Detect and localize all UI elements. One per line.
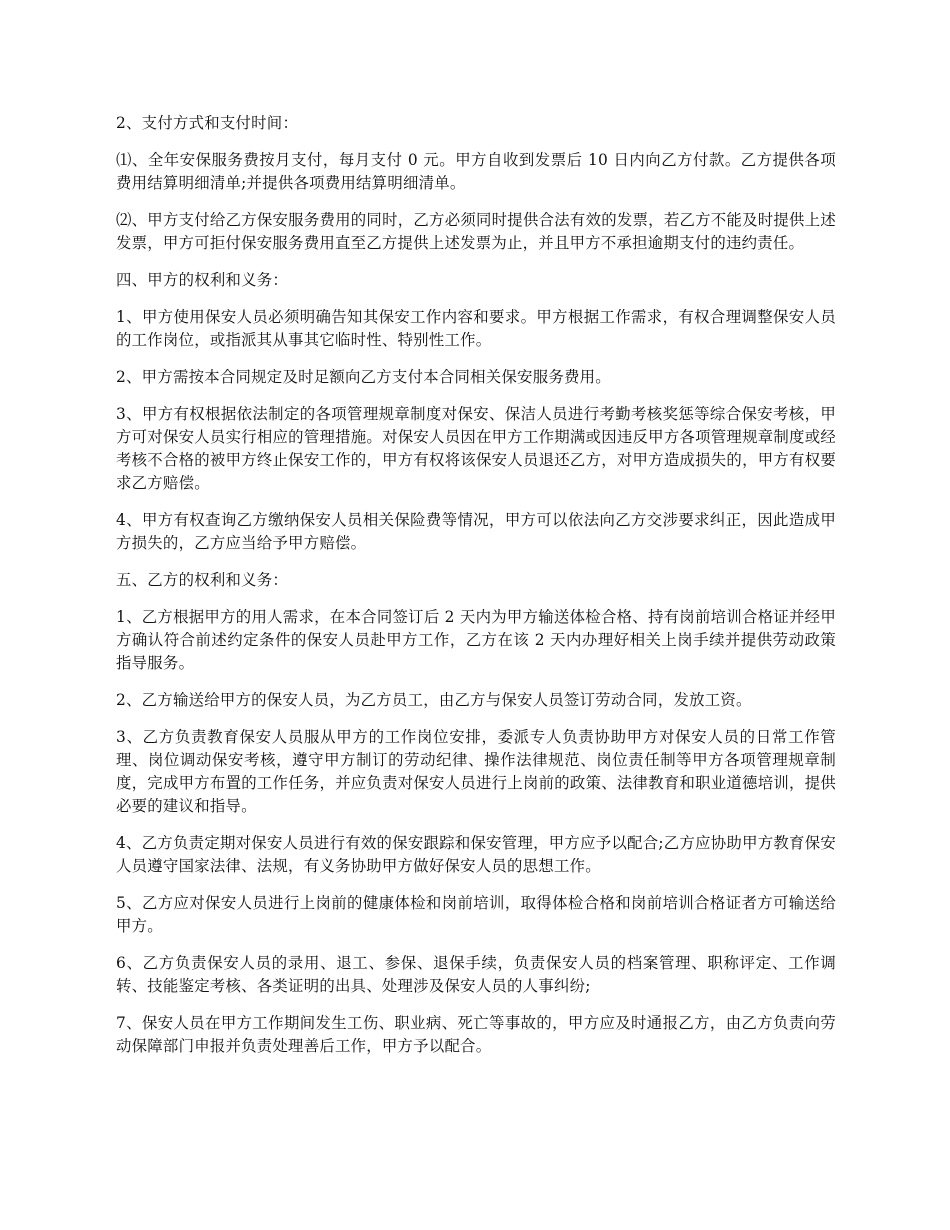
section-4-heading: 四、甲方的权利和义务： xyxy=(116,271,289,289)
payment-clause-2: ⑵、甲方支付给乙方保安服务费用的同时，乙方必须同时提供合法有效的发票，若乙方不能及时提供上述发票，甲方可拒付保安服务费用直至乙方提供上述发票为止，并且甲方不承担逾期支付的违约责任。 xyxy=(116,211,836,252)
party-b-clause-3: 3、乙方负责教育保安人员服从甲方的工作岗位安排，委派专人负责协助甲方对保安人员的日常工作管理、岗位调动保安考核，遵守甲方制订的劳动纪律、操作法律规范、岗位责任制等甲方各项管理规章制度，完成甲方布置的工作任务，并应负责对保安人员进行上岗前的政策、法律教育和职业道德培训，提供必要的建议和指导。 xyxy=(116,728,836,815)
party-b-clause-5: 5、乙方应对保安人员进行上岗前的健康体检和岗前培训，取得体检合格和岗前培训合格证者方可输送给甲方。 xyxy=(116,894,836,935)
party-a-clause-1: 1、甲方使用保安人员必须明确告知其保安工作内容和要求。甲方根据工作需求，有权合理调整保安人员的工作岗位，或指派其从事其它临时性、特别性工作。 xyxy=(116,308,836,349)
party-b-clause-4: 4、乙方负责定期对保安人员进行有效的保安跟踪和保安管理，甲方应予以配合;乙方应协助甲方教育保安人员遵守国家法律、法规，有义务协助甲方做好保安人员的思想工作。 xyxy=(116,834,836,875)
party-a-clause-3: 3、甲方有权根据依法制定的各项管理规章制度对保安、保洁人员进行考勤考核奖惩等综合保安考核，甲方可对保安人员实行相应的管理措施。对保安人员因在甲方工作期满或因违反甲方各项管理规章制度或经考核不合格的被甲方终止保安工作的，甲方有权将该保安人员退还乙方，对甲方造成损失的，甲方有权要求乙方赔偿。 xyxy=(116,405,836,492)
payment-clause-1: ⑴、全年安保服务费按月支付，每月支付 0 元。甲方自收到发票后 10 日内向乙方付款。乙方提供各项费用结算明细清单;并提供各项费用结算明细清单。 xyxy=(116,151,836,192)
document-page xyxy=(116,112,836,1072)
party-b-clause-1: 1、乙方根据甲方的用人需求，在本合同签订后 2 天内为甲方输送体检合格、持有岗前培训合格证并经甲方确认符合前述约定条件的保安人员赴甲方工作，乙方在该 2 天内办理好相关上岗手续并提供劳动政策指导服务。 xyxy=(116,608,836,672)
party-b-clause-6: 6、乙方负责保安人员的录用、退工、参保、退保手续，负责保安人员的档案管理、职称评定、工作调转、技能鉴定考核、各类证明的出具、处理涉及保安人员的人事纠纷; xyxy=(116,954,836,995)
section-5-heading: 五、乙方的权利和义务： xyxy=(116,571,289,589)
party-b-clause-7: 7、保安人员在甲方工作期间发生工伤、职业病、死亡等事故的，甲方应及时通报乙方，由乙方负责向劳动保障部门申报并负责处理善后工作，甲方予以配合。 xyxy=(116,1014,836,1055)
party-b-clause-2: 2、乙方输送给甲方的保安人员，为乙方员工，由乙方与保安人员签订劳动合同，发放工资。 xyxy=(116,691,752,709)
payment-heading: 2、支付方式和支付时间： xyxy=(116,114,299,132)
party-a-clause-4: 4、甲方有权查询乙方缴纳保安人员相关保险费等情况，甲方可以依法向乙方交涉要求纠正，因此造成甲方损失的，乙方应当给予甲方赔偿。 xyxy=(116,511,836,552)
party-a-clause-2: 2、甲方需按本合同规定及时足额向乙方支付本合同相关保安服务费用。 xyxy=(116,368,611,386)
